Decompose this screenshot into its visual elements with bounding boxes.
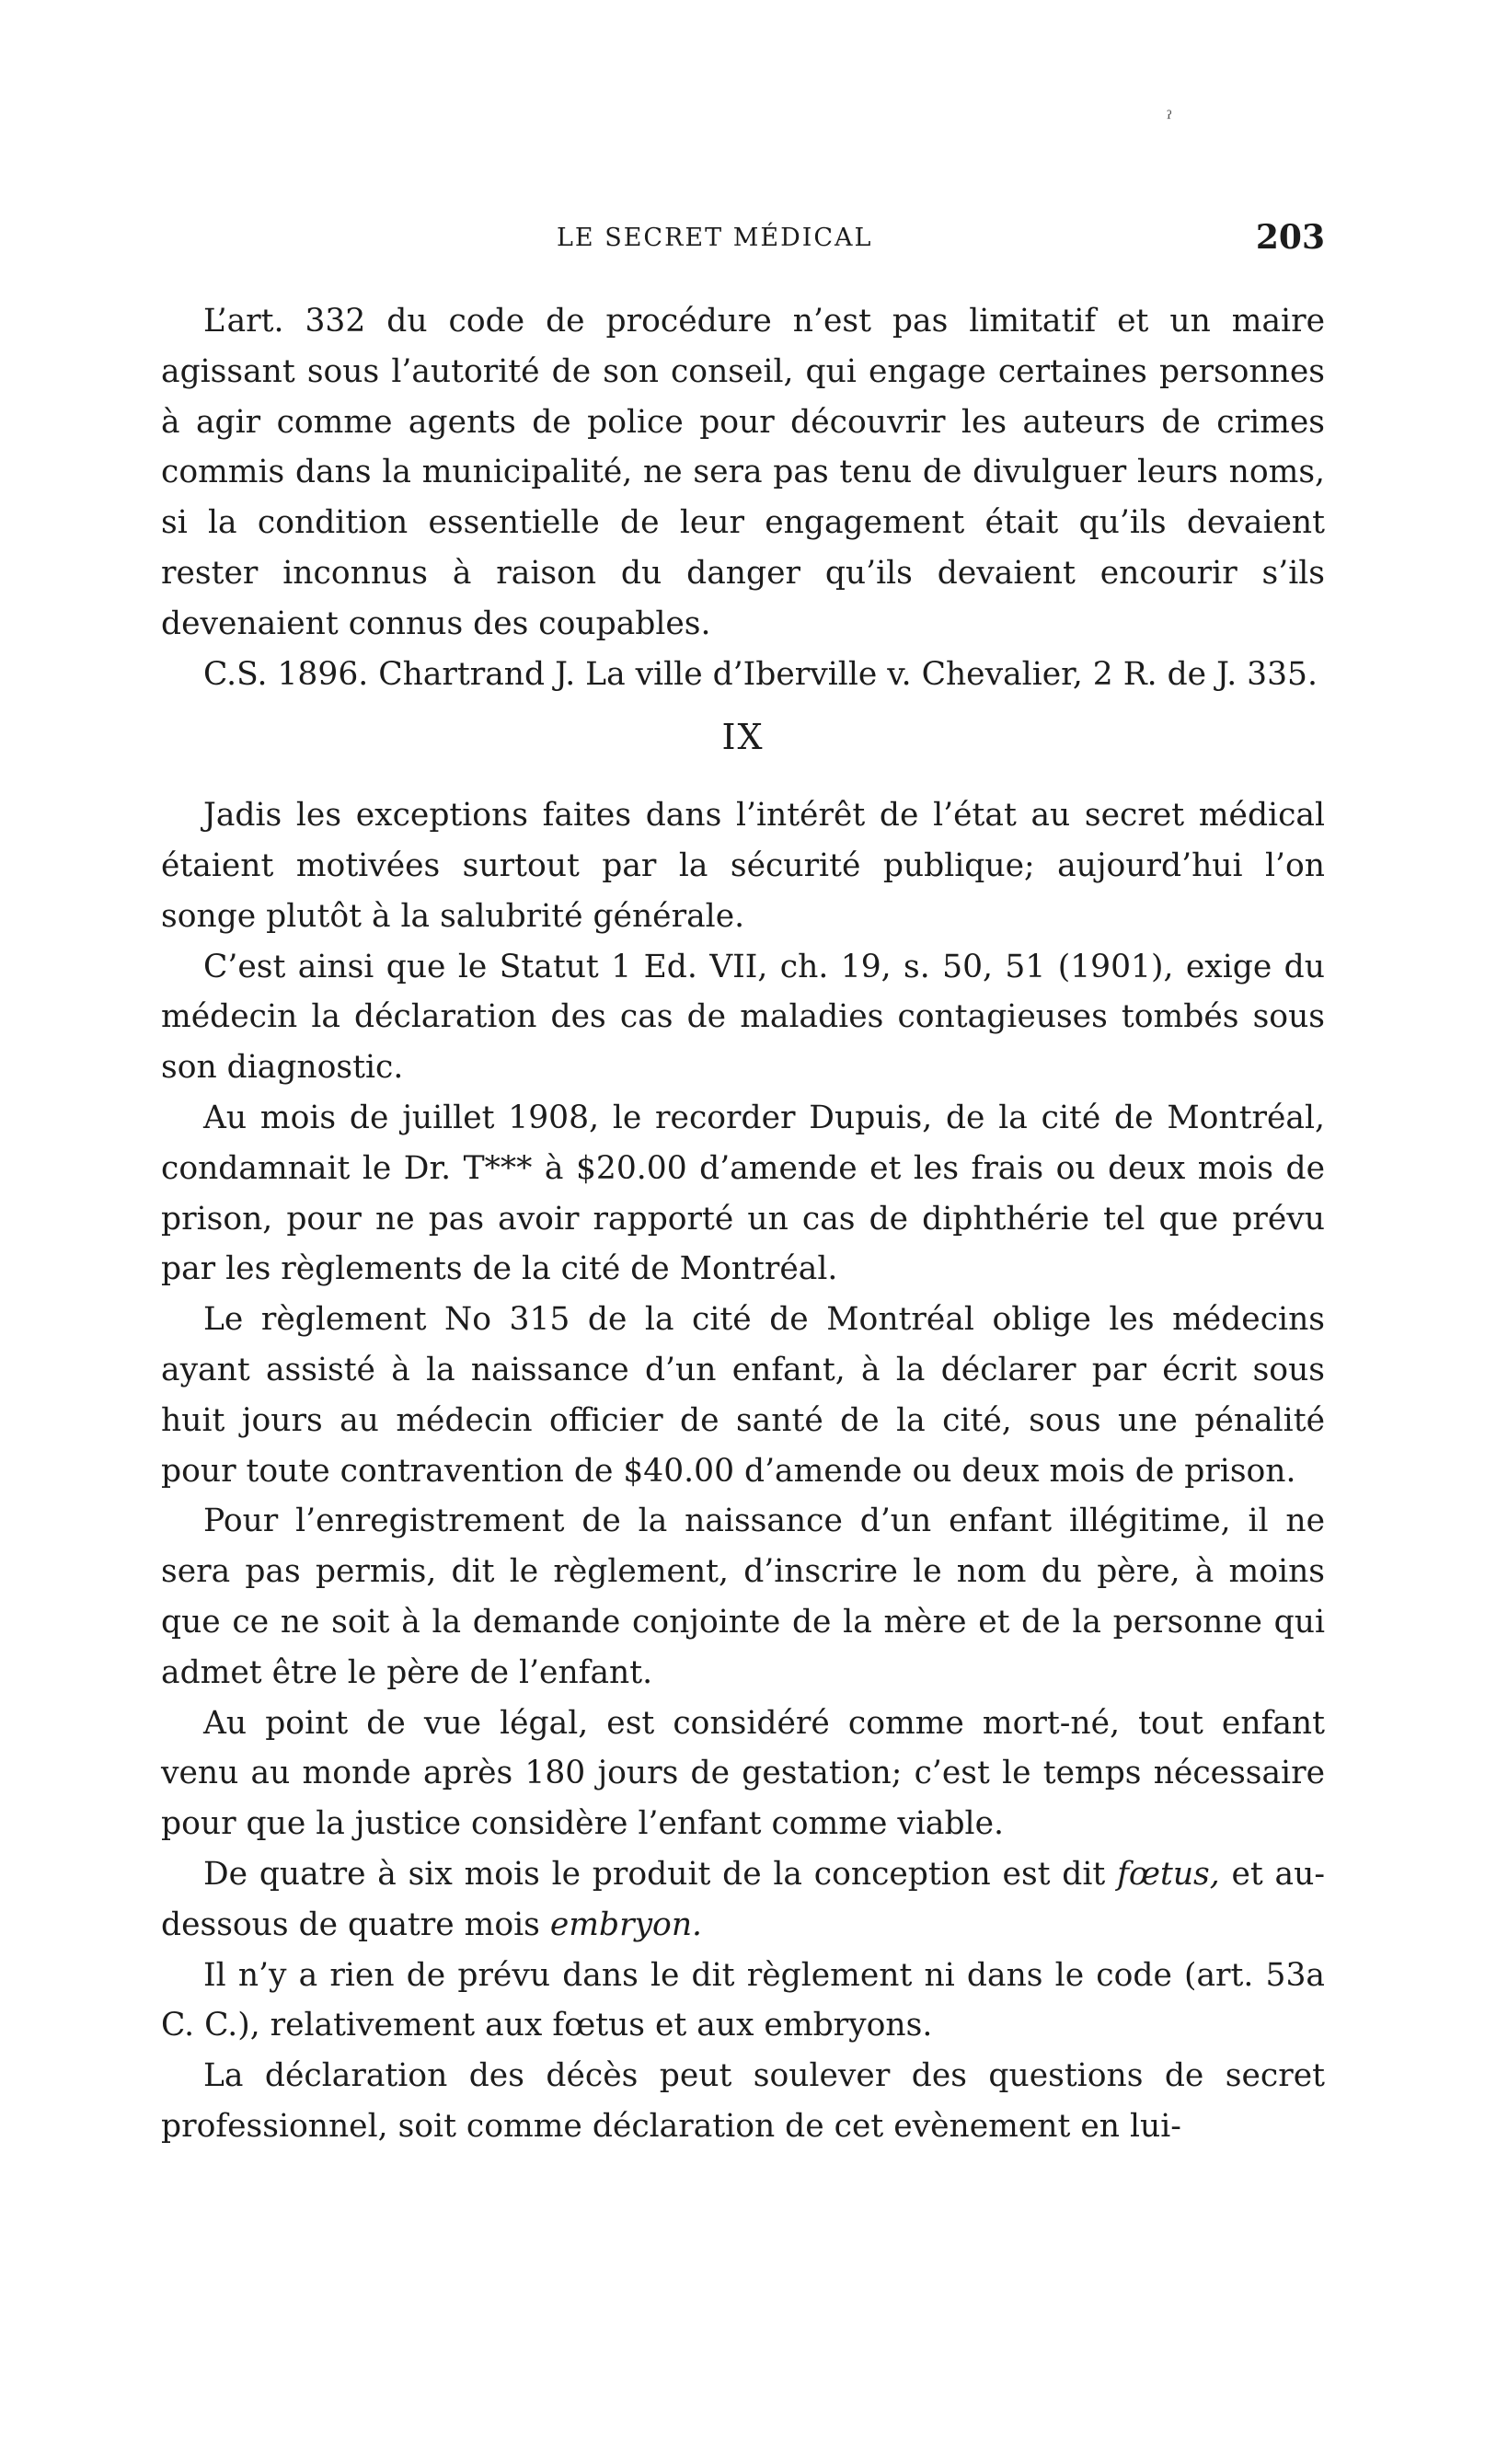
paragraph-statut: C’est ainsi que le Statut 1 Ed. VII, ch. 19, s. 50, 51 (1901), exige du médecin la déclaration des cas de maladies contagieuses tombés sous son diagnostic. [161, 948, 1325, 1087]
paragraph-reglement-315: Le règlement No 315 de la cité de Montréal oblige les médecins ayant assisté à la naissance d’un enfant, à la déclarer par écrit sous huit jours au médecin officier de santé de la cité, sous une pénalité pour toute contravention de $40.00 d’amende ou deux mois de prison. [161, 1301, 1325, 1490]
term-foetus: fœtus, [1117, 1855, 1220, 1893]
foetus-text-before: De quatre à six mois le produit de la conception est dit [203, 1855, 1118, 1893]
running-title: LE SECRET MÉDICAL [557, 224, 873, 252]
paragraph-foetus [161, 1849, 1325, 1951]
paragraph-deces: La déclaration des décès peut soulever des questions de secret professionnel, soit comme déclaration de cet evènement en lui- [161, 2057, 1325, 2145]
body-text [161, 296, 1325, 2152]
paragraph-art-332: L’art. 332 du code de procédure n’est pas limitatif et un maire agissant sous l’autorité de son conseil, qui engage certaines personnes à agir comme agents de police pour découvrir les auteurs de crimes commis dans la municipalité, ne sera pas tenu de divulguer leurs noms, si la condition essentielle de leur engagement était qu’ils devaient rester inconnus à raison du danger qu’ils devaient encourir s’ils devenaient connus des coupables. [161, 303, 1325, 642]
paragraph-citation: C.S. 1896. Chartrand J. La ville d’Iberville v. Chevalier, 2 R. de J. 335. [203, 655, 1318, 693]
paragraph-jadis: Jadis les exceptions faites dans l’intérêt de l’état au secret médical étaient motivées surtout par la sécurité publique; aujourd’hui l’on songe plutôt à la salubrité générale. [161, 797, 1325, 935]
paragraph-enregistrement: Pour l’enregistrement de la naissance d’un enfant illégitime, il ne sera pas permis, dit le règlement, d’inscrire le nom du père, à moins que ce ne soit à la demande conjointe de la mère et de la personne qui admet être le père de l’enfant. [161, 1503, 1325, 1691]
paragraph-mort-ne: Au point de vue légal, est considéré comme mort-né, tout enfant venu au monde après 180 jours de gestation; c’est le temps nécessaire pour que la justice considère l’enfant comme viable. [161, 1704, 1325, 1843]
section-heading: IX [721, 717, 765, 758]
foetus-text-middle: et au-dessous de quatre mois [161, 1855, 1325, 1943]
stray-mark: ˀ [1167, 109, 1173, 132]
page-number: 203 [1255, 218, 1325, 257]
paragraph-code-53a: Il n’y a rien de prévu dans le dit règlement ni dans le code (art. 53a C. C.), relativement aux fœtus et aux embryons. [161, 1956, 1325, 2044]
running-head [175, 218, 1325, 260]
paragraph-juillet-1908: Au mois de juillet 1908, le recorder Dupuis, de la cité de Montréal, condamnait le Dr. T*** à $20.00 d’amende et les frais ou deux mois de prison, pour ne pas avoir rapporté un cas de diphthérie tel que prévu par les règlements de la cité de Montréal. [161, 1099, 1325, 1288]
term-embryon: embryon. [549, 1906, 703, 1943]
